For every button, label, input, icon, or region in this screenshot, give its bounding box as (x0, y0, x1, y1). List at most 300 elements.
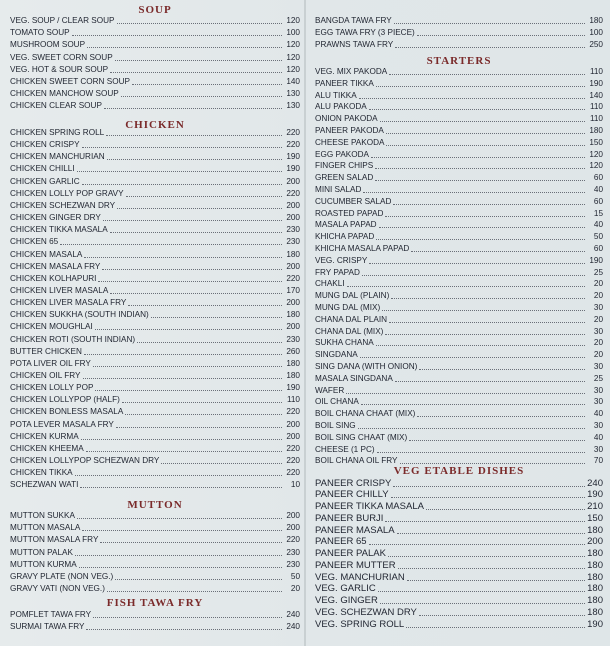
menu-item-name: PANEER MUTTER (315, 559, 396, 571)
dot-leader (100, 542, 282, 543)
menu-item-price: 180 (286, 310, 300, 320)
menu-item (315, 148, 603, 160)
dot-leader (110, 232, 282, 233)
menu-item (10, 284, 300, 296)
dot-leader (82, 147, 282, 148)
menu-item-name: MUSHROOM SOUP (10, 40, 86, 50)
menu-item-name: CHICKEN LOLLYPOP SCHEZWAN DRY (10, 456, 160, 466)
dot-leader (369, 109, 585, 110)
menu-item-name: CHICKEN SWEET CORN SOUP (10, 77, 130, 86)
menu-item-price: 200 (286, 523, 300, 533)
menu-item (315, 65, 603, 77)
menu-item (10, 138, 300, 150)
dot-leader (107, 591, 282, 592)
menu-item-price: 20 (290, 584, 300, 594)
menu-item-name: CHICKEN CLEAR SOUP (10, 101, 102, 111)
menu-item (315, 242, 603, 254)
menu-item-price: 220 (286, 140, 300, 150)
section-heading-chicken: CHICKEN (125, 119, 185, 131)
menu-item-price: 200 (286, 431, 300, 441)
menu-item (10, 162, 300, 174)
menu-item-price: 240 (286, 622, 300, 632)
menu-item (10, 381, 300, 393)
menu-item-name: PANEER MASALA (315, 524, 395, 536)
dot-leader (151, 317, 282, 318)
dot-leader (122, 402, 282, 403)
menu-item (10, 357, 300, 369)
menu-item (315, 171, 603, 183)
menu-item-price: 110 (286, 395, 300, 405)
menu-item-name: CHICKEN SPRING ROLL (10, 128, 105, 137)
menu-item-name: CHICKEN CHILLI (10, 164, 75, 174)
menu-item (10, 272, 300, 284)
dot-leader (411, 251, 585, 252)
menu-item-price: 190 (286, 383, 300, 393)
dot-leader (84, 257, 282, 258)
menu-item (315, 419, 603, 431)
menu-item-price: 230 (286, 237, 300, 247)
dot-leader (86, 629, 282, 630)
menu-item (10, 478, 300, 490)
menu-item (315, 500, 603, 513)
menu-item (10, 466, 300, 478)
menu-item (315, 617, 603, 630)
menu-item-price: 190 (589, 255, 603, 265)
section-heading-starters: STARTERS (426, 55, 492, 67)
section-heading-veg-dishes: VEG ETABLE DISHES (393, 465, 525, 477)
menu-item-name: CHICKEN ROTI (SOUTH INDIAN) (10, 334, 136, 344)
menu-item-name: GRAVY PLATE (NON VEG.) (10, 572, 114, 581)
menu-item (315, 77, 603, 89)
menu-item (315, 159, 603, 171)
menu-item-name: CUCUMBER SALAD (315, 196, 392, 206)
menu-item-price: 220 (286, 468, 300, 478)
menu-item (10, 442, 300, 454)
menu-item-name: CHICKEN OIL FRY (10, 371, 81, 380)
menu-item-price: 180 (587, 559, 603, 571)
section-heading-fish-tawa-fry: FISH TAWA FRY (106, 597, 204, 609)
dot-leader (75, 555, 282, 556)
menu-item (315, 325, 603, 337)
dot-leader (382, 310, 585, 311)
menu-item (10, 223, 300, 235)
menu-item-price: 180 (587, 524, 603, 536)
menu-item-name: BOIL SING CHAAT (MIX) (315, 432, 408, 442)
menu-item (10, 533, 300, 545)
dot-leader (417, 35, 585, 36)
menu-item-price: 230 (286, 559, 300, 569)
menu-item-price: 40 (593, 220, 603, 230)
menu-item (315, 511, 603, 524)
menu-item-price: 170 (286, 285, 300, 295)
menu-item (10, 235, 300, 247)
menu-item (315, 372, 603, 384)
menu-item-price: 220 (286, 456, 300, 466)
menu-item-price: 180 (587, 571, 603, 583)
menu-item-name: VEG. MANCHURIAN (315, 571, 405, 583)
menu-item-price: 20 (593, 314, 603, 324)
menu-item-name: SCHEZWAN WATI (10, 480, 79, 490)
menu-item (10, 405, 300, 417)
dot-leader (110, 72, 282, 73)
dot-leader (376, 345, 585, 346)
menu-item-name: CHICKEN MASALA FRY (10, 261, 101, 271)
menu-item-name: PANEER BURJI (315, 512, 384, 524)
menu-item-name: ALU PAKODA (315, 102, 367, 112)
menu-item-price: 40 (593, 432, 603, 442)
menu-item-price: 200 (587, 536, 603, 548)
menu-item-name: EGG TAWA FRY (3 PIECE) (315, 28, 415, 38)
menu-item (10, 333, 300, 345)
menu-item-price: 100 (589, 28, 603, 38)
dot-leader (128, 305, 282, 306)
menu-item-price: 220 (286, 443, 300, 453)
menu-item (315, 360, 603, 372)
dot-leader (86, 451, 282, 452)
dot-leader (419, 369, 585, 370)
menu-item-name: VEG. SOUP / CLEAR SOUP (10, 16, 115, 25)
menu-item-price: 60 (593, 173, 603, 183)
dot-leader (110, 293, 282, 294)
menu-item-price: 60 (593, 244, 603, 253)
menu-item-name: CHICKEN LIVER MASALA FRY (10, 298, 127, 308)
menu-item-name: BOIL CHANA OIL FRY (315, 456, 398, 466)
menu-item (315, 547, 603, 560)
dot-leader (375, 168, 585, 169)
menu-item-name: PANEER CHILLY (315, 489, 389, 501)
menu-item-name: VEG. SCHEZWAN DRY (315, 606, 417, 618)
dot-leader (359, 98, 585, 99)
menu-item-price: 200 (286, 298, 300, 308)
menu-item-price: 200 (286, 511, 300, 520)
menu-item-price: 180 (286, 371, 300, 380)
menu-item (10, 87, 300, 99)
dot-leader (395, 381, 585, 382)
menu-item-price: 220 (286, 188, 300, 198)
menu-item-name: VEG. CRISPY (315, 255, 368, 265)
menu-item-name: MUTTON KURMA (10, 559, 77, 569)
menu-item-name: EGG PAKODA (315, 149, 369, 159)
menu-item (10, 26, 300, 38)
menu-item-price: 180 (587, 606, 603, 618)
menu-item (10, 126, 300, 138)
menu-item (315, 230, 603, 242)
dot-leader (95, 390, 282, 391)
menu-item-name: TOMATO SOUP (10, 28, 70, 38)
menu-item-name: MUTTON PALAK (10, 547, 73, 557)
menu-item-name: PANEER CRISPY (315, 477, 392, 489)
menu-item-name: CHICKEN LOLLY POP GRAVY (10, 188, 124, 198)
menu-item-price: 10 (290, 480, 300, 490)
menu-item (10, 509, 300, 521)
dot-leader (75, 475, 282, 476)
menu-item (315, 266, 603, 278)
menu-item (315, 195, 603, 207)
menu-item-price: 140 (286, 77, 300, 86)
dot-leader (406, 627, 585, 628)
dot-leader (79, 567, 282, 568)
dot-leader (371, 157, 585, 158)
menu-item (10, 521, 300, 533)
menu-item-price: 200 (286, 213, 300, 223)
menu-item-price: 150 (589, 137, 603, 147)
menu-item-price: 120 (286, 16, 300, 25)
menu-item-name: CHICKEN LIVER MASALA (10, 285, 109, 295)
menu-item (315, 26, 603, 38)
menu-item-name: GREEN SALAD (315, 173, 374, 183)
dot-leader (393, 486, 585, 487)
section-heading-mutton: MUTTON (127, 499, 183, 511)
menu-item (10, 296, 300, 308)
dot-leader (397, 533, 585, 534)
column-divider (304, 0, 306, 646)
menu-item-price: 140 (589, 90, 603, 100)
menu-item-price: 220 (286, 535, 300, 545)
menu-item (315, 384, 603, 396)
menu-item (10, 454, 300, 466)
menu-item (315, 431, 603, 443)
menu-item-price: 210 (587, 501, 603, 512)
menu-item-name: VEG. MIX PAKODA (315, 67, 388, 76)
menu-item-name: PANEER PAKODA (315, 126, 384, 135)
menu-item (315, 136, 603, 148)
menu-item-price: 120 (589, 161, 603, 171)
menu-item (10, 248, 300, 260)
menu-item (10, 38, 300, 50)
dot-leader (358, 428, 585, 429)
dot-leader (394, 23, 585, 24)
menu-item (10, 211, 300, 223)
menu-item (315, 313, 603, 325)
menu-item-name: CHICKEN BONLESS MASALA (10, 407, 124, 417)
menu-item-price: 200 (286, 261, 300, 271)
dot-leader (407, 580, 585, 581)
menu-item (10, 99, 300, 111)
dot-leader (419, 615, 585, 616)
menu-item-name: POTA LIVER OIL FRY (10, 358, 91, 368)
menu-item-price: 150 (587, 512, 603, 524)
menu-item-name: CHICKEN LOLLYPOP (HALF) (10, 395, 120, 405)
dot-leader (117, 208, 282, 209)
dot-leader (361, 404, 585, 405)
menu-item (10, 75, 300, 87)
menu-item-price: 190 (587, 618, 603, 630)
dot-leader (395, 47, 585, 48)
dot-leader (389, 74, 585, 75)
menu-item-name: VEG. SWEET CORN SOUP (10, 52, 113, 62)
dot-leader (391, 497, 585, 498)
menu-item-name: ONION PAKODA (315, 114, 378, 124)
menu-item-price: 30 (593, 385, 603, 395)
menu-item (315, 570, 603, 583)
dot-leader (380, 121, 585, 122)
menu-item-price: 230 (286, 334, 300, 344)
menu-item-price: 180 (587, 583, 603, 595)
menu-item-price: 30 (593, 303, 603, 312)
menu-item-name: PRAWNS TAWA FRY (315, 40, 394, 50)
dot-leader (426, 509, 585, 510)
menu-item (315, 112, 603, 124)
menu-item-price: 200 (286, 322, 300, 332)
menu-item (315, 407, 603, 419)
menu-item-name: VEG. HOT & SOUR SOUP (10, 64, 109, 74)
menu-item (10, 620, 300, 632)
dot-leader (95, 329, 282, 330)
dot-leader (376, 86, 585, 87)
menu-item-price: 250 (589, 40, 603, 50)
dot-leader (389, 322, 585, 323)
menu-item-name: PANEER TIKKA MASALA (315, 501, 424, 512)
menu-item-price: 70 (593, 456, 603, 466)
menu-item (10, 308, 300, 320)
menu-item (315, 218, 603, 230)
dot-leader (388, 556, 585, 557)
menu-item (315, 594, 603, 607)
menu-item-name: POMFLET TAWA FRY (10, 610, 92, 619)
dot-leader (369, 263, 585, 264)
menu-item-name: MASALA PAPAD (315, 220, 377, 230)
menu-item-name: CHICKEN GARLIC (10, 176, 80, 186)
dot-leader (385, 334, 585, 335)
menu-item-price: 180 (589, 126, 603, 135)
menu-item-name: WAFER (315, 385, 345, 395)
dot-leader (106, 135, 282, 136)
menu-item (10, 320, 300, 332)
menu-item (10, 570, 300, 582)
menu-item-price: 25 (593, 373, 603, 383)
dot-leader (84, 354, 282, 355)
menu-item-name: ROASTED PAPAD (315, 208, 384, 218)
menu-item (10, 51, 300, 63)
dot-leader (80, 487, 282, 488)
dot-leader (82, 530, 282, 531)
menu-item-name: CHICKEN SCHEZWAN DRY (10, 200, 116, 210)
dot-leader (77, 518, 282, 519)
menu-item-price: 120 (286, 52, 300, 62)
dot-leader (82, 184, 282, 185)
dot-leader (161, 463, 282, 464)
menu-item-name: MASALA SINGDANA (315, 373, 393, 383)
dot-leader (104, 108, 282, 109)
dot-leader (391, 298, 585, 299)
dot-leader (132, 84, 282, 85)
menu-item-price: 30 (593, 397, 603, 407)
menu-item-price: 120 (589, 149, 603, 159)
menu-item (315, 395, 603, 407)
dot-leader (417, 416, 585, 417)
menu-item-price: 240 (286, 610, 300, 619)
menu-item-name: CHICKEN MANCHURIAN (10, 152, 105, 162)
menu-item (315, 254, 603, 266)
menu-item (315, 89, 603, 101)
menu-item (315, 100, 603, 112)
menu-item (315, 582, 603, 595)
menu-item-name: CHANA DAL (MIX) (315, 326, 384, 336)
menu-item-price: 130 (286, 89, 300, 99)
menu-item-price: 200 (286, 176, 300, 186)
menu-item-price: 40 (593, 185, 603, 194)
dot-leader (398, 568, 585, 569)
menu-item-price: 260 (286, 346, 300, 356)
menu-item-price: 180 (589, 16, 603, 25)
menu-item-price: 110 (589, 102, 603, 112)
dot-leader (115, 60, 282, 61)
menu-item (10, 369, 300, 381)
dot-leader (77, 171, 282, 172)
menu-item-name: FRY PAPAD (315, 267, 360, 277)
menu-item-name: SURMAI TAWA FRY (10, 622, 85, 632)
dot-leader (346, 393, 585, 394)
menu-item (10, 546, 300, 558)
dot-leader (107, 159, 282, 160)
menu-item (315, 289, 603, 301)
menu-item-name: SING DANA (WITH ONION) (315, 362, 418, 371)
dot-leader (386, 145, 585, 146)
menu-item (315, 558, 603, 571)
dot-leader (347, 286, 585, 287)
menu-item-name: CHEESE PAKODA (315, 137, 385, 147)
menu-item-name: MUTTON SUKKA (10, 511, 75, 520)
menu-item-price: 50 (290, 572, 300, 581)
menu-item-name: KHICHA MASALA PAPAD (315, 244, 410, 253)
menu-item-price: 20 (593, 279, 603, 289)
menu-item-name: GRAVY VATI (NON VEG.) (10, 584, 105, 594)
dot-leader (117, 23, 283, 24)
menu-item (10, 199, 300, 211)
menu-item-name: POTA LEVER MASALA FRY (10, 419, 114, 429)
dot-leader (385, 521, 585, 522)
dot-leader (72, 35, 282, 36)
menu-item (315, 38, 603, 50)
menu-item-name: MINI SALAD (315, 185, 362, 194)
menu-item-price: 180 (286, 358, 300, 368)
menu-item-price: 50 (593, 232, 603, 242)
dot-leader (369, 544, 585, 545)
menu-item-price: 130 (286, 101, 300, 111)
menu-item (315, 523, 603, 536)
dot-leader (126, 196, 282, 197)
menu-item-price: 40 (593, 409, 603, 419)
menu-item-name: CHICKEN KOLHAPURI (10, 273, 97, 283)
dot-leader (375, 180, 585, 181)
menu-item (315, 124, 603, 136)
dot-leader (93, 366, 282, 367)
menu-item-price: 20 (593, 291, 603, 301)
menu-item-name: CHICKEN MOUGHLAI (10, 322, 93, 332)
menu-item-price: 190 (587, 489, 603, 501)
menu-item-price: 180 (587, 595, 603, 606)
menu-item (10, 608, 300, 620)
menu-item-price: 240 (587, 477, 603, 489)
menu-item-price: 120 (286, 64, 300, 74)
menu-item-price: 180 (587, 548, 603, 559)
section-heading-soup: SOUP (138, 4, 172, 16)
dot-leader (137, 342, 282, 343)
menu-item-price: 200 (286, 419, 300, 429)
menu-item-name: PANEER 65 (315, 536, 367, 548)
menu-item (315, 14, 603, 26)
dot-leader (60, 244, 282, 245)
menu-item (315, 301, 603, 313)
menu-item-name: KHICHA PAPAD (315, 232, 375, 242)
menu-item-name: OIL CHANA (315, 397, 359, 407)
menu-item-name: CHICKEN LOLLY POP (10, 383, 94, 393)
menu-item-name: CHICKEN SUKKHA (SOUTH INDIAN) (10, 310, 149, 320)
menu-item-name: MUTTON MASALA (10, 523, 81, 533)
menu-item-name: CHICKEN MANCHOW SOUP (10, 89, 119, 99)
menu-item (315, 336, 603, 348)
menu-item-name: BOIL CHANA CHAAT (MIX) (315, 409, 416, 419)
